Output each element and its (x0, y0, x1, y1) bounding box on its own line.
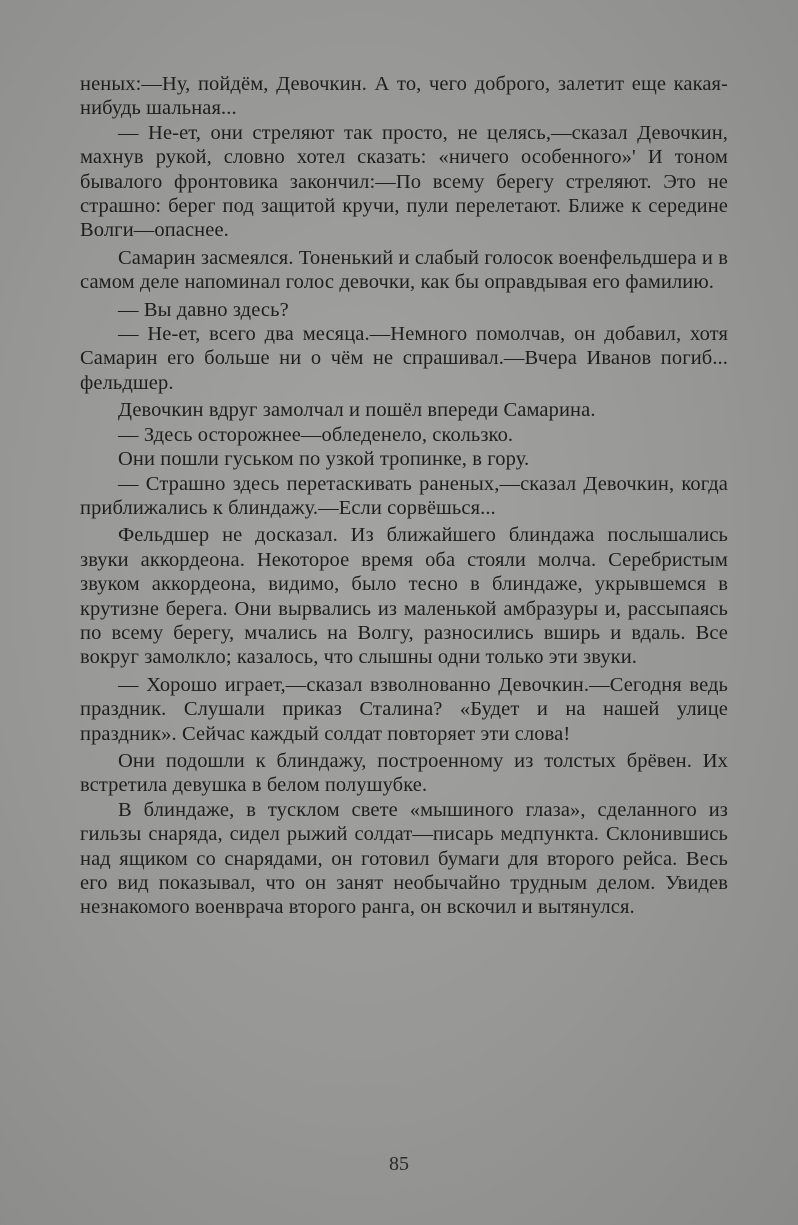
paragraph-4: — Вы давно здесь? (118, 298, 289, 321)
paragraph-2: — Не-ет, они стреляют так просто, не целясь,—сказал Девочкин, махнув рукой, словно хотел сказать: «ничего особенного»' И тоном бывалого фронтовика закончил:—По всему берегу стреляют. Это не страшно: берег под защитой кручи, пули перелетают. Ближе к середине Волги—опаснее. (80, 121, 728, 242)
paragraph-13: В блиндаже, в тусклом свете «мышиного глаза», сделанного из гильзы снаряда, сидел рыжий солдат—писарь медпункта. Склонившись над ящиком со снарядами, он готовил бумаги для второго рейса. Весь его вид показывал, что он занят необычайно трудным делом. Увидев незнакомого военврача второго ранга, он вскочил и вытянулся. (80, 798, 728, 919)
paragraph-12: Они подошли к блиндажу, построенному из толстых брёвен. Их встретила девушка в белом полушубке. (80, 749, 728, 797)
body-text (80, 72, 728, 920)
paragraph-1: неных:—Ну, пойдём, Девочкин. А то, чего доброго, залетит еще какая-нибудь шальная... (80, 73, 728, 120)
paragraph-10: Фельдшер не досказал. Из ближайшего блиндажа послышались звуки аккордеона. Некоторое время оба стояли молча. Серебристым звуком аккордеона, видимо, было тесно в блиндаже, укрывшемся в крутизне берега. Они вырвались из маленькой амбразуры и, рассыпаясь по всему берегу, мчались на Волгу, разносились вширь и вдаль. Все вокруг замолкло; казалось, что слышны одни только эти звуки. (80, 524, 728, 669)
paragraph-5: — Не-ет, всего два месяца.—Немного помолчав, он добавил, хотя Самарин его больше ни о чём не спрашивал.—Вчера Иванов погиб... фельдшер. (80, 323, 728, 394)
paragraph-8: Они пошли гуськом по узкой тропинке, в гору. (118, 448, 530, 471)
paragraph-7: — Здесь осторожнее—обледенело, скользко. (118, 423, 514, 446)
paragraph-3: Самарин засмеялся. Тоненький и слабый голосок военфельдшера и в самом деле напоминал голос девочки, как бы оправдывая его фамилию. (80, 246, 728, 294)
paragraph-9: — Страшно здесь перетаскивать раненых,—сказал Девочкин, когда приближались к блиндажу.—Если сорвёшься... (80, 472, 728, 519)
paragraph-6: Девочкин вдруг замолчал и пошёл впереди Самарина. (118, 399, 596, 422)
page-number: 85 (389, 1153, 409, 1175)
paragraph-11: — Хорошо играет,—сказал взволнованно Девочкин.—Сегодня ведь праздник. Слушали приказ Сталина? «Будет и на нашей улице праздник». Сейчас каждый солдат повторяет эти слова! (80, 673, 728, 745)
